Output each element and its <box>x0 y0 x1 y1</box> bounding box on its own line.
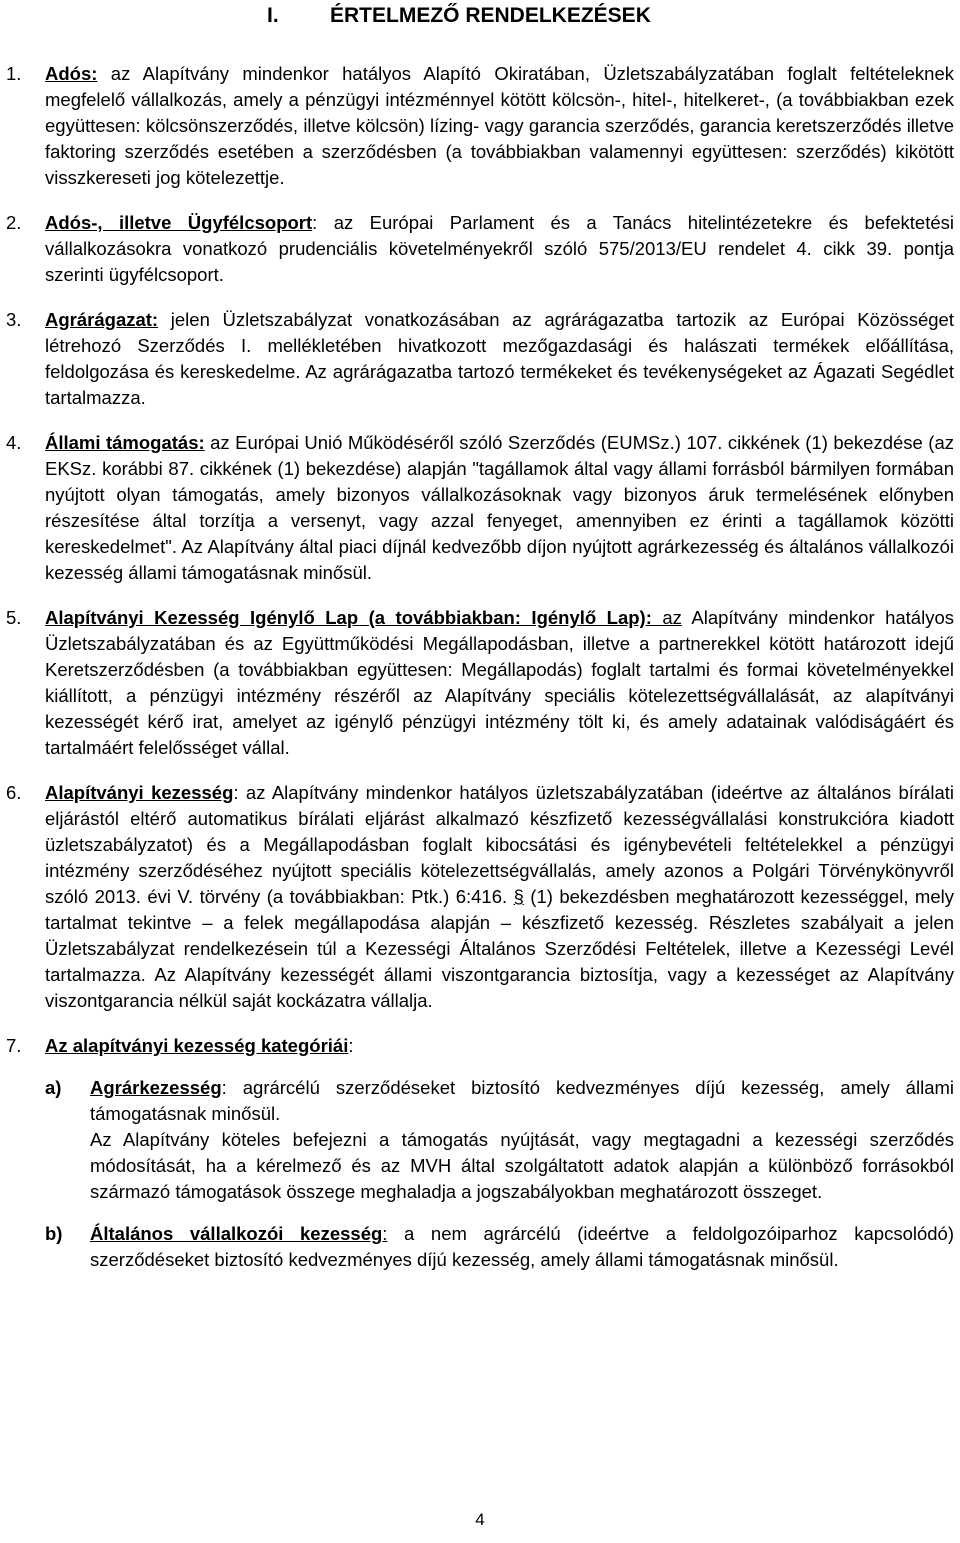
definition-item-6 <box>0 780 960 1014</box>
item-number: 3. <box>6 309 22 330</box>
definition-body: Alapítvány mindenkor hatályos Üzletszabályzatában és az Együttműködési Megállapodásban, illetve a partnerekkel kötött határozott idejű Keretszerződésben (a továbbiakban együttesen: Megállapodás) foglalt tartalmi és formai követelményekkel kiállított, a pénzügyi intézmény részéről az Alapítvány speciális kötelezettségvállalását, az alapítványi kezességét kérő irat, amelyet az igénylő pénzügyi intézmény tölt ki, és amely adatainak valódiságáért és tartalmáért felelősséget vállal. <box>45 607 954 758</box>
underlined-text: az <box>651 607 682 628</box>
section-number: I. <box>267 4 279 27</box>
definition-item-1 <box>0 61 960 191</box>
category-text <box>90 1075 954 1127</box>
definition-body: : az Európai Parlament és a Tanács hitelintézetekre és befektetési vállalkozásokra vonatkozó prudenciális követelményekről szóló 575/2013/EU rendelet 4. cikk 39. pontja szerinti ügyfélcsoport. <box>45 212 955 285</box>
category-term: Általános vállalkozói kezesség <box>90 1223 383 1244</box>
item-number: 4. <box>6 432 22 453</box>
definition-text <box>45 430 954 586</box>
definition-list <box>0 61 960 1292</box>
definition-item-4 <box>0 430 960 586</box>
category-term: Agrárkezesség <box>90 1077 222 1098</box>
section-title: ÉRTELMEZŐ RENDELKEZÉSEK <box>330 4 651 27</box>
category-label: b) <box>45 1223 63 1244</box>
definition-body: az Európai Unió Működéséről szóló Szerződés (EUMSz.) 107. cikkének (1) bekezdése (az EKSz. korábbi 87. cikkének (1) bekezdése) alapján "tagállamok által vagy állami forrásból bármilyen formában nyújtott olyan támogatás, amely bizonyos vállalkozásoknak vagy bizonyos áruk termelésének előnyben részesítése által torzítja a versenyt, vagy azzal fenyeget, amennyiben ez érinti a tagállamok közötti kereskedelmet". Az Alapítvány által piaci díjnál kedvezőbb díjon nyújtott agrárkezesség és általános vállalkozói kezesség állami támogatásnak minősül. <box>45 432 954 583</box>
category-a <box>45 1075 954 1205</box>
defined-term: Alapítványi kezesség <box>45 782 234 803</box>
definition-item-5 <box>0 605 960 761</box>
section-sign: § <box>513 886 524 907</box>
underlined-text: : <box>382 1223 388 1244</box>
category-b <box>45 1221 954 1273</box>
definition-text <box>45 780 954 1014</box>
category-body: : agrárcélú szerződéseket biztosító kedvezményes díjú kezesség, amely állami támogatásnak minősül. <box>90 1077 954 1124</box>
category-label: a) <box>45 1077 62 1098</box>
definition-text <box>45 210 954 288</box>
item-number: 7. <box>6 1035 22 1056</box>
defined-term: Állami támogatás: <box>45 432 205 453</box>
defined-term: Adós-, illetve Ügyfélcsoport <box>45 212 313 233</box>
definition-body-continued: (1) bekezdésben meghatározott kezességgel, mely tartalmat tekintve – a felek megállapodása alapján – készfizető kezesség. Részletes szabályait a jelen Üzletszabályzat rendelkezésein túl a Kezességi Általános Szerződési Feltételek, illetve a Kezességi Levél tartalmazza. Az Alapítvány kezességét állami viszontgarancia biztosítja, vagy a kezességet az Alapítvány viszontgarancia nélkül saját kockázatra vállalja. <box>45 886 954 1011</box>
item-number: 1. <box>6 63 22 84</box>
definition-item-2 <box>0 210 960 288</box>
defined-term: Az alapítványi kezesség kategóriái <box>45 1035 349 1056</box>
defined-term: Agrárágazat: <box>45 309 159 330</box>
definition-text <box>45 605 954 761</box>
category-text <box>90 1221 954 1273</box>
defined-term: Alapítványi Kezesség Igénylő Lap (a továbbiakban: Igénylő Lap): <box>45 607 652 628</box>
item-number: 6. <box>6 782 22 803</box>
defined-term: Adós: <box>45 63 98 84</box>
definition-body: : az Alapítvány mindenkor hatályos üzletszabályzatában (ideértve az általános bírálati eljárástól eltérő automatikus bírálati eljárást alkalmazó készfizető kezességvállalási konstrukcióra kiadott üzletszabályzatot) és a Megállapodásban foglalt kibocsátási és igénybevételi feltételekkel a pénzügyi intézmény szerződéséhez nyújtott speciális kötelezettségvállalás, amely azonos a Polgári Törvénykönyvről szóló 2013. évi V. törvény (a továbbiakban: Ptk.) 6:416. <box>45 782 954 907</box>
page-number: 4 <box>475 1510 485 1529</box>
category-note: Az Alapítvány köteles befejezni a támogatás nyújtását, vagy megtagadni a kezességi szerződés módosítását, ha a kérelmező és az MVH által szolgáltatott adatok alapján a különböző forrásokból származó támogatások összege meghaladja a jogszabályokban meghatározott összeget. <box>90 1129 954 1202</box>
definition-item-3 <box>0 307 960 411</box>
item-number: 2. <box>6 212 22 233</box>
category-body: a nem agrárcélú (ideértve a feldolgozóiparhoz kapcsolódó) szerződéseket biztosító kedvezményes díjú kezesség, amely állami támogatásnak minősül. <box>90 1223 954 1270</box>
definition-body: jelen Üzletszabályzat vonatkozásában az agrárágazatba tartozik az Európai Közösséget létrehozó Szerződés I. mellékletében hivatkozott mezőgazdasági és halászati termékek előállítása, feldolgozása és kereskedelme. Az agrárágazatba tartozó termékeket és tevékenységeket az Ágazati Segédlet tartalmazza. <box>45 309 954 408</box>
item-number: 5. <box>6 607 22 628</box>
definition-text <box>45 307 954 411</box>
definition-body: az Alapítvány mindenkor hatályos Alapító Okiratában, Üzletszabályzatában foglalt feltételeknek megfelelő vállalkozás, amely a pénzügyi intézménnyel kötött kölcsön-, hitel-, hitelkeret-, (a továbbiakban ezek együttesen: kölcsönszerződés, illetve kölcsön) lízing- vagy garancia szerződés, garancia keretszerződés illetve faktoring szerződés esetében a szerződésben (a továbbiakban valamennyi együttesen: szerződés) kikötött visszkereseti jog kötelezettje. <box>45 63 954 188</box>
definition-body: : <box>348 1035 354 1056</box>
definition-text <box>45 61 954 191</box>
definition-text <box>45 1033 954 1059</box>
definition-item-7 <box>0 1033 960 1273</box>
